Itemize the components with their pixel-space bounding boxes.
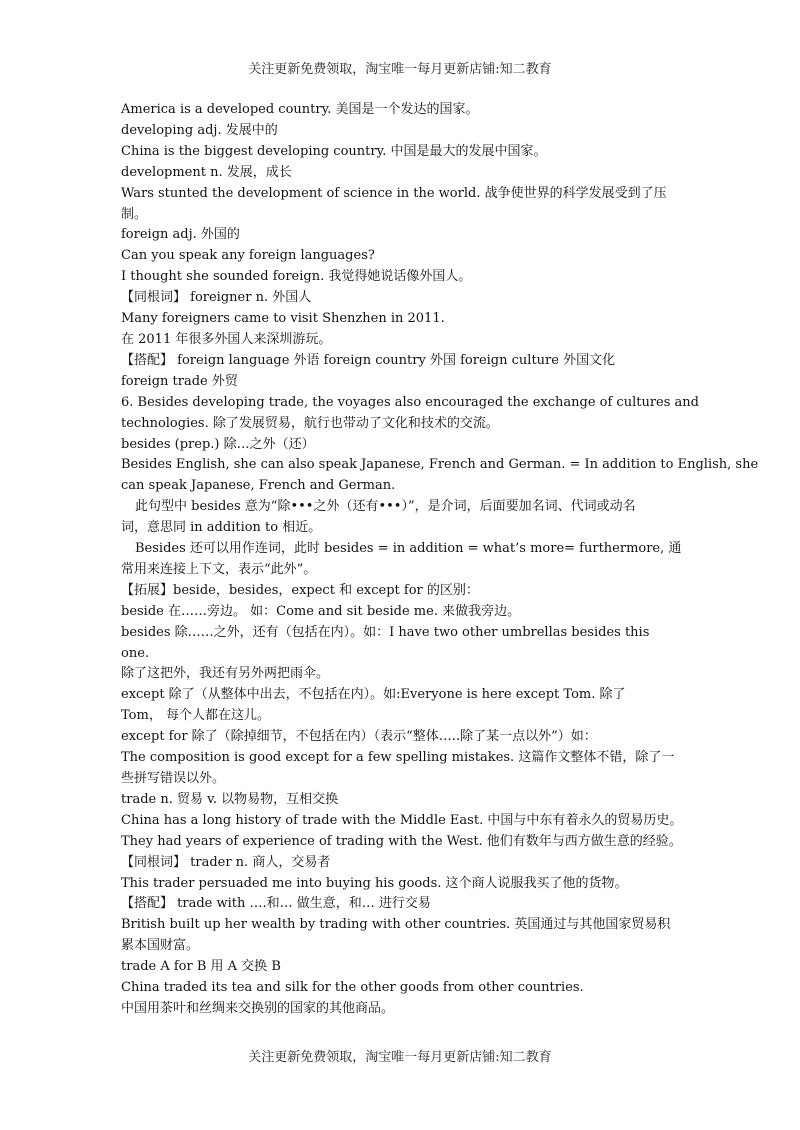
text-line: 制。	[121, 206, 148, 222]
text-line: trade A for B 用 A 交换 B	[121, 959, 281, 975]
text-line: besides 除……之外，还有（包括在内）。如：I have two other umbrellas besides this	[121, 624, 650, 640]
text-line: except 除了（从整体中出去，不包括在内）。如:Everyone is here except Tom. 除了	[121, 687, 626, 703]
text-line: China traded its tea and silk for the other goods from other countries.	[121, 980, 584, 996]
text-line: can speak Japanese, French and German.	[121, 478, 396, 494]
page-footer: 关注更新免费领取，淘宝唯一每月更新店铺:知二教育	[248, 1050, 552, 1065]
text-line: They had years of experience of trading with the West. 他们有数年与西方做生意的经验。	[121, 833, 682, 849]
text-line: one.	[121, 645, 150, 661]
text-line: 【拓展】beside，besides，expect 和 except for 的区别：	[121, 582, 479, 598]
text-line: developing adj. 发展中的	[121, 122, 278, 138]
text-line: 【同根词】 trader n. 商人，交易者	[121, 854, 331, 870]
text-line: 【搭配】 foreign language 外语 foreign country 外国 foreign culture 外国文化	[121, 352, 616, 368]
text-line: besides (prep.) 除…之外（还）	[121, 436, 315, 452]
text-line: 6. Besides developing trade, the voyages also encouraged the exchange of cultures and	[121, 394, 699, 410]
text-line: 在 2011 年很多外国人来深圳游玩。	[121, 331, 332, 347]
text-line: Besides English, she can also speak Japanese, French and German. = In addition to English, she	[121, 457, 759, 473]
text-line: This trader persuaded me into buying his goods. 这个商人说服我买了他的货物。	[121, 875, 628, 891]
text-line: 常用来连接上下文，表示“此外”。	[121, 561, 317, 577]
text-line: China has a long history of trade with the Middle East. 中国与中东有着永久的贸易历史。	[121, 812, 683, 828]
page-header: 关注更新免费领取，淘宝唯一每月更新店铺:知二教育	[248, 62, 552, 77]
text-line: 此句型中 besides 意为“除•••之外（还有•••）”，是介词，后面要加名词、代词或动名	[135, 499, 636, 515]
text-line: 累本国财富。	[121, 938, 200, 954]
text-line: Tom， 每个人都在这儿。	[121, 708, 270, 724]
text-line: trade n. 贸易 v. 以物易物，互相交换	[121, 791, 339, 807]
text-line: 些拼写错误以外。	[121, 771, 226, 786]
text-line: Wars stunted the development of science in the world. 战争使世界的科学发展受到了压	[121, 185, 667, 201]
document-body	[121, 100, 759, 1020]
text-line: 【搭配】 trade with ….和… 做生意，和… 进行交易	[121, 896, 431, 912]
text-line: British built up her wealth by trading with other countries. 英国通过与其他国家贸易积	[121, 917, 671, 933]
text-line: 词，意思同 in addition to 相近。	[121, 520, 322, 536]
text-line: 中国用茶叶和丝绸来交换别的国家的其他商品。	[121, 1000, 395, 1016]
text-line: foreign adj. 外国的	[121, 227, 240, 243]
text-line: Besides 还可以用作连词，此时 besides = in addition = what’s more= furthermore, 通	[135, 541, 682, 557]
text-line: beside 在……旁边。 如：Come and sit beside me. 来做我旁边。	[121, 603, 521, 619]
text-line: 除了这把外，我还有另外两把雨伞。	[121, 666, 330, 682]
text-line: Many foreigners came to visit Shenzhen in 2011.	[121, 311, 445, 327]
text-line: foreign trade 外贸	[121, 373, 238, 389]
text-line: The composition is good except for a few spelling mistakes. 这篇作文整体不错，除了一	[121, 750, 675, 766]
text-line: development n. 发展，成长	[121, 164, 292, 180]
text-line: Can you speak any foreign languages?	[121, 248, 375, 264]
text-line: America is a developed country. 美国是一个发达的国家。	[121, 102, 479, 117]
text-line: except for 除了（除掉细节，不包括在内）（表示“整体…..除了某一点以外”）如：	[121, 729, 597, 745]
text-line: China is the biggest developing country. 中国是最大的发展中国家。	[121, 143, 547, 159]
text-line: 【同根词】 foreigner n. 外国人	[121, 290, 312, 306]
text-line: technologies. 除了发展贸易，航行也带动了文化和技术的交流。	[121, 415, 499, 431]
text-line: I thought she sounded foreign. 我觉得她说话像外国人。	[121, 269, 472, 285]
